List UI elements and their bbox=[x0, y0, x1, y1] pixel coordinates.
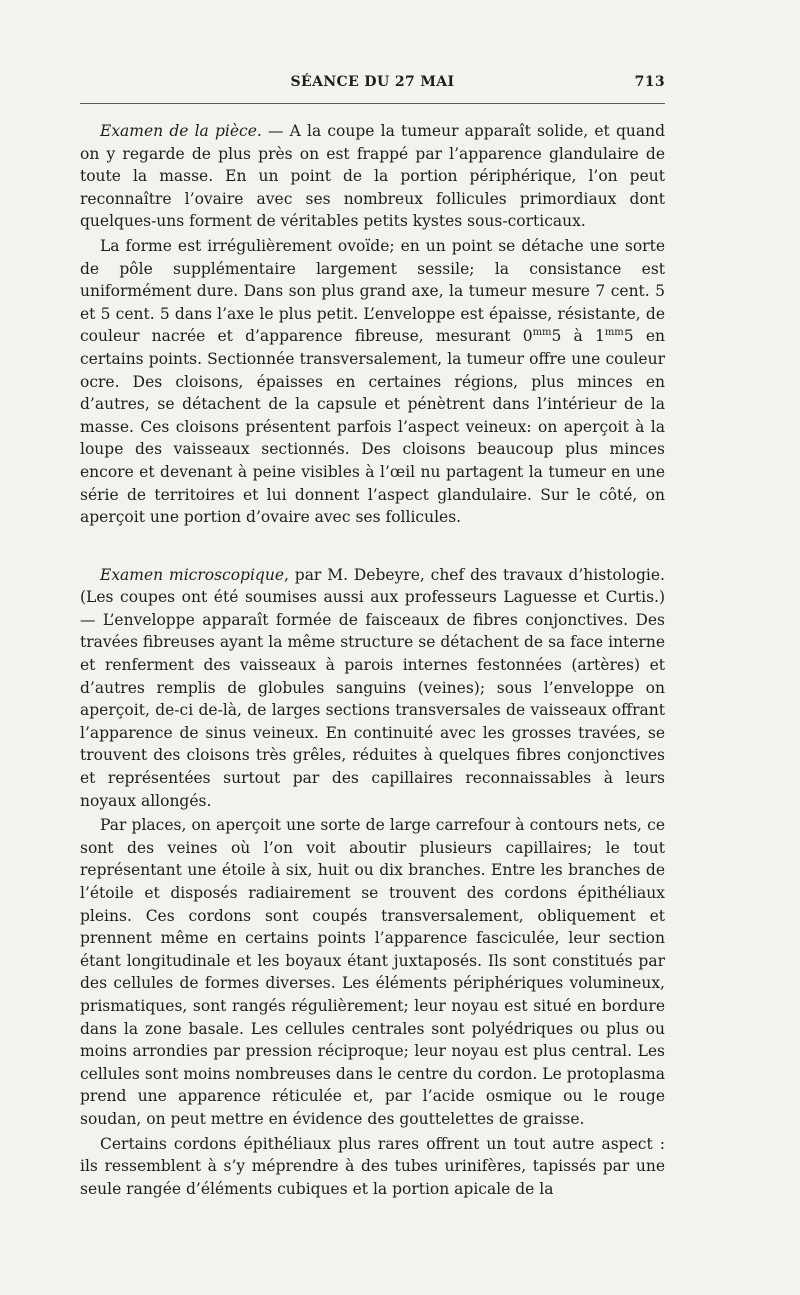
paragraph-text: La forme est irrégulièrement ovoïde; en un point se détache une sorte de pôle supplémentaire largement sessile; la consistance est uniformément dure. Dans son plus grand axe, la tumeur mesure 7 cent. 5 et 5 cent. 5 dans l’axe le plus petit. L’enveloppe est épaisse, résistante, de couleur nacrée et d’apparence fibreuse, mesurant 0 bbox=[80, 236, 665, 346]
paragraph-text: — A la coupe la tumeur apparaît solide, et quand on y regarde de plus près on est frappé par l’apparence glandulaire de toute la masse. En un point de la portion périphérique, l’on peut reconnaître l’ovaire avec ses nombreux follicules primordiaux dont quelques-uns forment de véritables petits kystes sous-corticaux. bbox=[80, 122, 665, 231]
paragraph-description bbox=[80, 235, 665, 529]
paragraph-text: Par places, on aperçoit une sorte de large carrefour à contours nets, ce sont des veines où l’on voit aboutir plusieurs capillaires; le tout représentant une étoile à six, huit ou dix branches. Entre les branches de l’étoile et disposés radiairement se trouvent des cordons épithéliaux pleins. Ces cordons sont coupés transversalement, obliquement et prennent même en certains points l’apparence fasciculée, leur section étant longitudinale et les boyaux étant juxtaposés. Ils sont constitués par des cellules de formes diverses. Les éléments périphériques volumineux, prismatiques, sont rangés régulièrement; leur noyau est situé en bordure dans la zone basale. Les cellules centrales sont polyédriques ou plus ou moins arrondies par pression réciproque; leur noyau est plus central. Les cellules sont moins nombreuses dans le centre du cordon. Le protoplasma prend une apparence réticulée et, par l’acide osmique ou le rouge soudan, on peut mettre en évidence des gouttelettes de graisse. bbox=[80, 816, 665, 1128]
paragraph-text: Certains cordons épithéliaux plus rares offrent un tout autre aspect : ils ressemblent à s’y méprendre à des tubes urinifères, tapissés par une seule rangée d’éléments cubiques et la portion apicale de la bbox=[80, 1134, 665, 1198]
section-lead: Examen de la pièce. bbox=[100, 122, 262, 140]
page-number: 713 bbox=[634, 74, 665, 90]
paragraph-cordons bbox=[80, 1133, 665, 1201]
paragraph-examen-microscopique bbox=[80, 564, 665, 813]
header-rule bbox=[80, 103, 665, 104]
paragraph-text: 5 en certains points. Sectionnée transversalement, la tumeur offre une couleur ocre. Des cloisons, épaisses en certaines régions, plus minces en d’autres, se détachent de la capsule et pénètrent dans l’intérieur de la masse. Ces cloisons présentent parfois l’aspect veineux: on aperçoit à la loupe des vaisseaux sectionnés. Des cloisons beaucoup plus minces encore et devenant à peine visibles à l’œil nu partagent la tumeur en une série de territoires et lui donnent l’aspect glandulaire. Sur le côté, on aperçoit une portion d’ovaire avec ses follicules. bbox=[80, 327, 665, 527]
running-header bbox=[80, 72, 665, 96]
unit-superscript: mm bbox=[532, 327, 552, 339]
paragraph-text: 5 à 1 bbox=[551, 327, 605, 346]
paragraph-examen-piece bbox=[80, 120, 665, 233]
section-lead: Examen microscopique bbox=[100, 565, 284, 584]
paragraph-carrefour bbox=[80, 814, 665, 1130]
paragraph-text: , par M. Debeyre, chef des travaux d’histologie. (Les coupes ont été soumises aussi aux professeurs Laguesse et Curtis.) — L’enveloppe apparaît formée de faisceaux de fibres conjonctives. Des travées fibreuses ayant la même structure se détachent de sa face interne et renferment des vaisseaux à parois internes festonnées (artères) et d’autres remplis de globules sanguins (veines); sous l’enveloppe on aperçoit, de-ci de-là, de larges sections transversales de vaisseaux offrant l’apparence de sinus veineux. En continuité avec les grosses travées, se trouvent des cloisons très grêles, réduites à quelques fibres conjonctives et représentées surtout par des capillaires reconnaissables à leurs noyaux allongés. bbox=[80, 565, 665, 810]
header-title: SÉANCE DU 27 MAI bbox=[290, 74, 455, 90]
body-text bbox=[80, 120, 665, 1200]
unit-superscript: mm bbox=[604, 327, 624, 339]
